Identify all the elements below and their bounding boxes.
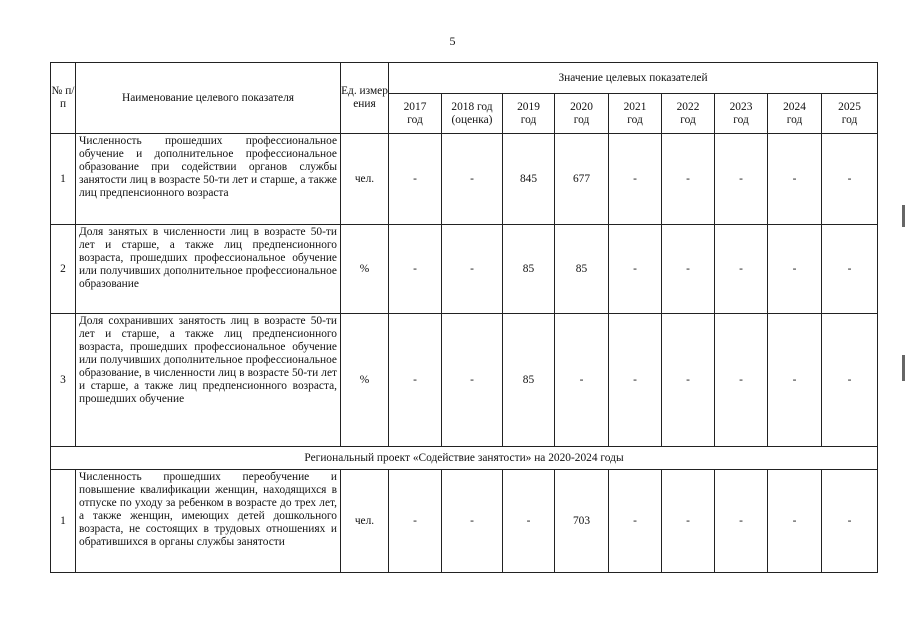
header-year: 2020 год	[555, 94, 609, 134]
indicator-name: Численность прошедших переобучение и повышение квалификации женщин, находящихся в отпуске по уходу за ребенком в возрасте до трех лет, а также женщин, имеющих детей дошкольного возраста, не состоящих в трудовых отношениях и обратившихся в органы службы занятости	[76, 470, 341, 573]
unit-cell: %	[341, 314, 389, 447]
header-year: 2019 год	[503, 94, 555, 134]
value-cell: -	[442, 314, 503, 447]
value-cell: -	[389, 470, 442, 573]
section-title: Региональный проект «Содействие занятости» на 2020-2024 годы	[51, 447, 878, 470]
value-cell: -	[389, 314, 442, 447]
table-row	[51, 134, 878, 225]
header-year: 2022 год	[662, 94, 715, 134]
unit-cell: чел.	[341, 134, 389, 225]
value-cell: -	[609, 134, 662, 225]
value-cell: -	[389, 225, 442, 314]
header-year: 2024 год	[768, 94, 822, 134]
value-cell: -	[389, 134, 442, 225]
indicator-name: Доля занятых в численности лиц в возрасте 50-ти лет и старше, а также лиц предпенсионного возраста, прошедших профессиональное обучение или получивших дополнительное профессиональное образование	[76, 225, 341, 314]
header-year: 2023 год	[715, 94, 768, 134]
value-cell: 85	[503, 225, 555, 314]
value-cell: -	[768, 314, 822, 447]
value-cell: -	[768, 225, 822, 314]
header-year: 2018 год (оценка)	[442, 94, 503, 134]
row-num: 1	[51, 470, 76, 573]
value-cell: -	[609, 225, 662, 314]
value-cell: -	[822, 470, 878, 573]
table-row	[51, 314, 878, 447]
value-cell: -	[662, 470, 715, 573]
row-num: 2	[51, 225, 76, 314]
value-cell: -	[609, 314, 662, 447]
value-cell: 85	[555, 225, 609, 314]
value-cell: 845	[503, 134, 555, 225]
value-cell: -	[555, 314, 609, 447]
header-year: 2021 год	[609, 94, 662, 134]
value-cell: -	[768, 470, 822, 573]
value-cell: -	[662, 314, 715, 447]
value-cell: -	[822, 225, 878, 314]
value-cell: -	[715, 314, 768, 447]
value-cell: -	[715, 470, 768, 573]
value-cell: -	[768, 134, 822, 225]
value-cell: -	[442, 470, 503, 573]
page-number: 5	[449, 34, 456, 48]
value-cell: -	[822, 134, 878, 225]
header-num: № п/п	[51, 63, 76, 134]
value-cell: -	[662, 134, 715, 225]
indicators-table	[50, 62, 878, 573]
unit-cell: %	[341, 225, 389, 314]
indicator-name: Доля сохранивших занятость лиц в возрасте 50-ти лет и старше, а также лиц предпенсионного возраста, прошедших профессиональное обучение или получивших дополнительное профессиональное образование, в численности лиц в возрасте 50-ти лет и старше, а также лиц предпенсионного возраста, прошедших обучение	[76, 314, 341, 447]
header-values-group: Значение целевых показателей	[389, 63, 878, 94]
value-cell: 677	[555, 134, 609, 225]
value-cell: -	[442, 225, 503, 314]
value-cell: -	[442, 134, 503, 225]
header-unit: Ед. измер ения	[341, 63, 389, 134]
header-year: 2017 год	[389, 94, 442, 134]
row-num: 3	[51, 314, 76, 447]
value-cell: -	[662, 225, 715, 314]
value-cell: -	[822, 314, 878, 447]
indicator-name: Численность прошедших профессиональное обучение и дополнительное профессиональное образование при содействии органов службы занятости лиц в возрасте 50-ти лет и старше, а также лиц предпенсионного возраста	[76, 134, 341, 225]
section-header-row	[51, 447, 878, 470]
table-row	[51, 225, 878, 314]
row-num: 1	[51, 134, 76, 225]
header-year: 2025 год	[822, 94, 878, 134]
value-cell: 703	[555, 470, 609, 573]
value-cell: -	[715, 134, 768, 225]
unit-cell: чел.	[341, 470, 389, 573]
value-cell: 85	[503, 314, 555, 447]
value-cell: -	[503, 470, 555, 573]
header-name: Наименование целевого показателя	[76, 63, 341, 134]
table-row	[51, 470, 878, 573]
value-cell: -	[715, 225, 768, 314]
value-cell: -	[609, 470, 662, 573]
